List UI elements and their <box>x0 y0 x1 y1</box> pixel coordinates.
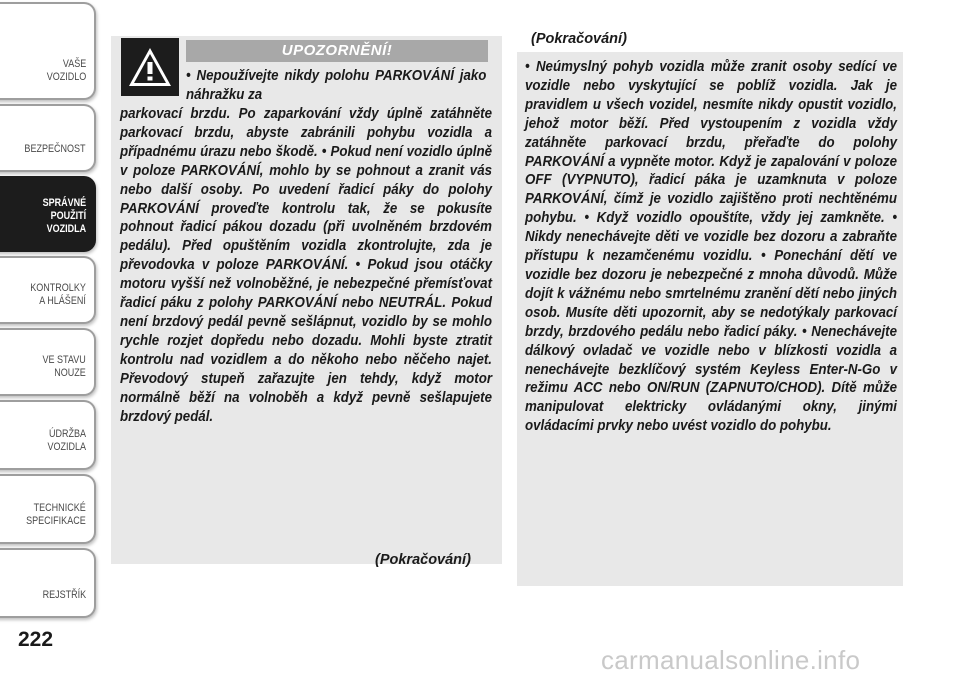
tab-udrzba-vozidla[interactable] <box>0 400 96 470</box>
warning-right-body: • Neúmyslný pohyb vozidla může zranit osoby sedící ve vozidle nebo vyskytující se poblíž vozidla. Jak je pravidlem u všech vozidel, nesmíte nikdy opustit vozidlo, jehož motor běží. Před vystoupením z vozidla vždy zatáhněte parkovací brzdu, přeřaďte do polohy PARKOVÁNÍ a vypněte motor. Když je zapalování v poloze OFF (VYPNUTO), řadicí páka je uzamknuta v poloze PARKOVÁNÍ, čímž je vozidlo zajištěno proti nechtěnému pohybu. • Když vozidlo opouštíte, vždy jej zamkněte. • Nikdy nenechávejte děti ve vozidle bez dozoru a zabraňte přístupu k nezamčenému vozidlu. • Ponechání dětí ve vozidle bez dozoru je nebezpečné z mnoha důvodů. Může dojít k vážnému nebo smrtelnému zranění dětí nebo jiných osob. Musíte děti upozornit, aby se nedotýkaly parkovací brzdy, brzdového pedálu nebo řadicí páky. • Nenechávejte dálkový ovladač ve vozidle nebo v blízkosti vozidla a nenechávejte bezklíčový systém Keyless Enter-N-Go v režimu ACC nebo ON/RUN (ZAPNUTO/CHOD). Dítě může manipulovat elektricky ovládanými okny, jinými ovládacími prvky nebo uvést vozidlo do pohybu. <box>525 59 897 435</box>
tab-label: TECHNICKÉ SPECIFIKACE <box>26 502 86 527</box>
tab-label: KONTROLKY A HLÁŠENÍ <box>30 282 86 307</box>
page-number: 222 <box>18 628 54 651</box>
tab-label: VAŠE VOZIDLO <box>46 58 86 83</box>
tab-spravne-pouziti-vozidla[interactable] <box>0 176 96 252</box>
warning-triangle-icon <box>121 38 179 96</box>
tab-kontrolky-a-hlaseni[interactable] <box>0 256 96 324</box>
warning-header: UPOZORNĚNÍ! <box>186 40 488 62</box>
tab-label: ÚDRŽBA VOZIDLA <box>47 428 86 453</box>
warning-left-body: parkovací brzdu. Po zaparkování vždy úplně zatáhněte parkovací brzdu, abyste zabránili pohybu vozidla a případnému úrazu nebo škodě. • Pokud není vozidlo úplně v poloze PARKOVÁNÍ, mohlo by se pohnout a zranit vás nebo další osoby. Po uvedení řadicí páky do polohy PARKOVÁNÍ proveďte kontrolu tak, že se pokusíte pohnout řadicí pákou dozadu (při uvolněném brzdovém pedálu). Před opuštěním vozidla zkontrolujte, zda je převodovka v poloze PARKOVÁNÍ. • Pokud jsou otáčky motoru vyšší než volnoběžné, je nebezpečné přemísťovat řadicí páku z polohy PARKOVÁNÍ nebo NEUTRÁL. Pokud není brzdový pedál pevně sešlápnut, vozidlo by se mohlo rychle rozjet dopředu nebo dozadu. Mohli byste ztratit kontrolu nad vozidlem a do někoho nebo něčeho najet. Převodový stupeň zařazujte jen tehdy, když motor normálně běží na volnoběh a když pevně sešlapujete brzdový pedál. <box>120 106 492 425</box>
tab-vase-vozidlo[interactable] <box>0 2 96 100</box>
tab-bezpecnost[interactable] <box>0 104 96 172</box>
tab-rejstrik[interactable] <box>0 548 96 618</box>
tab-ve-stavu-nouze[interactable] <box>0 328 96 396</box>
continued-label-bottom: (Pokračování) <box>375 552 471 568</box>
tab-label: SPRÁVNÉ POUŽITÍ VOZIDLA <box>42 197 86 235</box>
tab-label: BEZPEČNOST <box>24 143 86 155</box>
watermark: carmanualsonline.info <box>601 645 861 675</box>
tab-label: REJSTŘÍK <box>42 589 86 601</box>
continued-label-top: (Pokračování) <box>531 31 627 47</box>
tab-label: VE STAVU NOUZE <box>42 354 86 379</box>
tab-technicke-specifikace[interactable] <box>0 474 96 544</box>
warning-left-intro: • Nepoužívejte nikdy polohu PARKOVÁNÍ jako náhražku za <box>186 68 487 103</box>
